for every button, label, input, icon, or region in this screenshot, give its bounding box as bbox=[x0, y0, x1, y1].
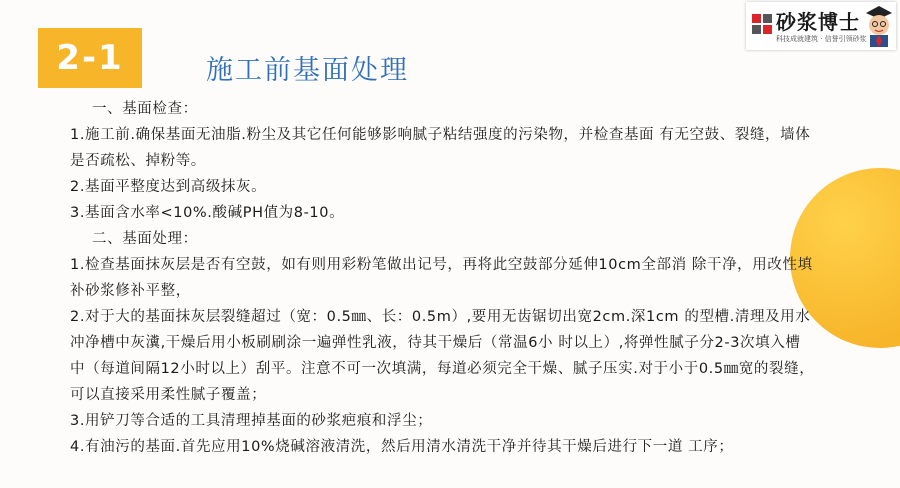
list-item: 1.施工前.确保基面无油脂.粉尘及其它任何能够影响腻子粘结强度的污染物，并检查基面 有无空鼓、裂缝，墙体是否疏松、掉粉等。 bbox=[70, 127, 811, 169]
list-item: 3.用铲刀等合适的工具清理掉基面的砂浆疤痕和浮尘； bbox=[70, 413, 433, 429]
logo-name: 砂浆博士 bbox=[776, 10, 860, 34]
brand-logo bbox=[746, 2, 896, 50]
logo-tagline: 科技成就建筑 · 信誉引领砂浆 bbox=[776, 35, 867, 43]
slide-title: 施工前基面处理 bbox=[206, 55, 409, 86]
slide-number-badge: 2-1 bbox=[38, 28, 142, 88]
body-content bbox=[70, 96, 815, 460]
list-item: 4.有油污的基面.首先应用10%烧碱溶液清洗，然后用清水清洗干净并待其干燥后进行下一道 工序； bbox=[70, 439, 734, 455]
cube-logo-icon bbox=[750, 12, 774, 36]
list-item: 3.基面含水率<10%.酸碱PH值为8-10。 bbox=[70, 205, 345, 221]
list-item: 2.基面平整度达到高级抹灰。 bbox=[70, 179, 267, 195]
list-item: 2.对于大的基面抹灰层裂缝超过（宽：0.5㎜、长：0.5m）,要用无齿锯切出宽2cm.深1cm 的型槽.清理及用水冲净槽中灰瀵,干燥后用小板刷刷涂一遍弹性乳液，待其干燥后（常温6小 时以上）,将弹性腻子分2-3次填入槽中（每道间隔12小时以上）刮平。注意不可一次填满，每道必须完全干燥、腻子压实.对于小于0.5㎜宽的裂缝，可以直接采用柔性腻子覆盖； bbox=[70, 309, 815, 403]
doctor-mascot-icon bbox=[864, 3, 894, 47]
section-heading: 二、基面处理： bbox=[92, 231, 198, 247]
section-heading: 一、基面检查： bbox=[92, 101, 198, 117]
list-item: 1.检查基面抹灰层是否有空鼓，如有则用彩粉笔做出记号，再将此空鼓部分延伸10cm全部消 除干净，用改性填补砂浆修补平整， bbox=[70, 257, 813, 299]
